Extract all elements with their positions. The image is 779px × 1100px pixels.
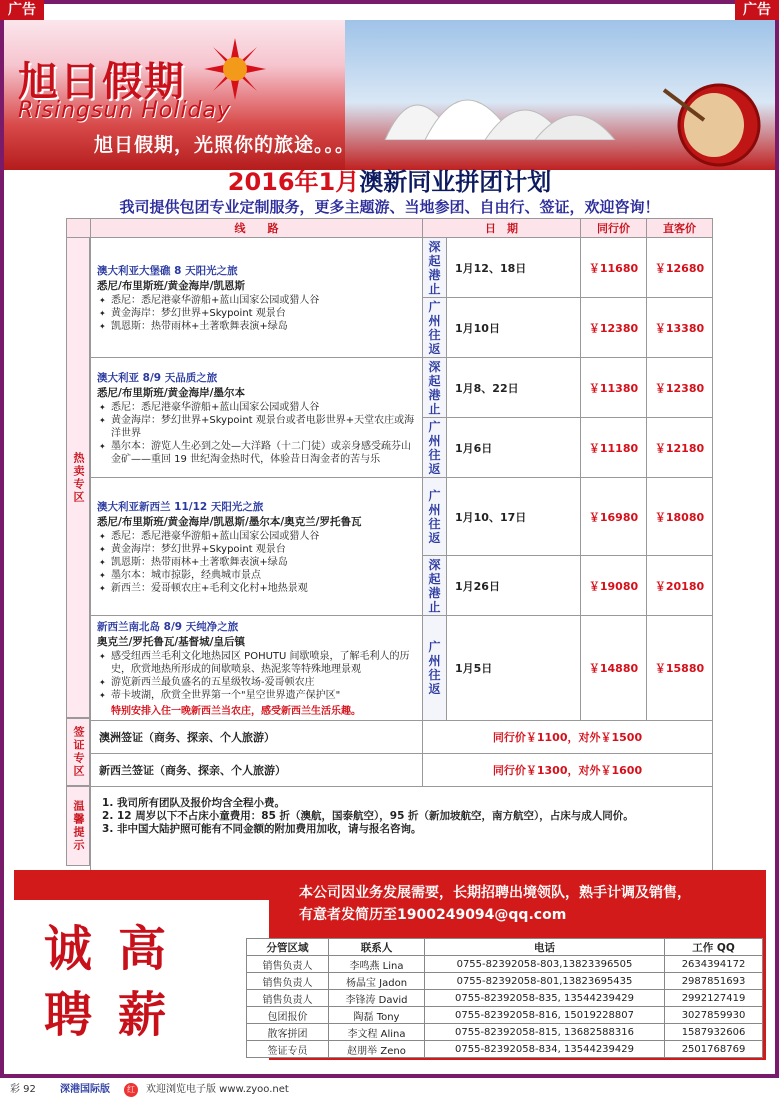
departure-date: 1月26日 xyxy=(447,556,581,616)
direct-price: ￥12180 xyxy=(647,418,713,478)
drum-icon xyxy=(659,80,769,170)
brand-name-en: Risingsun Holiday xyxy=(18,98,231,123)
recruit-message: 本公司因业务发展需要，长期招聘出境领队，熟手计调及销售， 有意者发简历至1900249094@qq.com xyxy=(299,882,759,926)
departure-city: 深起港止 xyxy=(423,358,447,418)
departure-date: 1月10、17日 xyxy=(447,478,581,556)
departure-city: 深起港止 xyxy=(423,238,447,298)
table-row xyxy=(67,238,713,298)
edition-label: 深港国际版 xyxy=(60,1084,110,1095)
direct-price: ￥13380 xyxy=(647,298,713,358)
route-card: 澳大利亚大堡礁 8 天阳光之旅 悉尼/布里斯班/黄金海岸/凯恩斯 ✦ 悉尼：悉尼港豪华游船+蓝山国家公园或猎人谷 ✦ 黄金海岸：梦幻世界+Skypoint 观景台 ✦ 凯恩斯：热带雨林+土著歌舞表演+绿岛 xyxy=(91,238,423,358)
header-route: 线 路 xyxy=(91,219,423,238)
peer-price: ￥11180 xyxy=(581,418,647,478)
note-item: 2. 12 周岁以下不占床小童费用：85 折（澳航，国泰航空），95 折（新加坡航空，南方航空），占床与成人同价。 xyxy=(117,810,704,823)
contacts-table xyxy=(246,938,763,1058)
visa-name: 澳洲签证（商务、探亲、个人旅游） xyxy=(91,721,423,754)
direct-price: ￥15880 xyxy=(647,616,713,721)
table-row: 签证专员 赵朋举 Zeno 0755-82392058-834, 13544239429 2501768769 xyxy=(247,1041,763,1058)
side-label-hot: 热卖专区 xyxy=(66,237,90,718)
recruit-email[interactable]: 有意者发简历至1900249094@qq.com xyxy=(299,907,567,923)
route-card: 澳大利亚新西兰 11/12 天阳光之旅 悉尼/布里斯班/黄金海岸/凯恩斯/墨尔本/奥克兰/罗托鲁瓦 ✦ 悉尼：悉尼港豪华游船+蓝山国家公园或猎人谷 ✦ 黄金海岸：梦幻世界+Skypoint 观景台 ✦ 凯恩斯：热带雨林+土著歌舞表演+绿岛 ✦ 墨尔本：城市掠影，经典城市景点 ✦ 新西兰：爱哥顿农庄+毛利文化村+地热景观 xyxy=(91,478,423,616)
peer-price: ￥11380 xyxy=(581,358,647,418)
note-item: 3. 非中国大陆护照可能有不同金额的附加费用加收，请与报名咨询。 xyxy=(117,823,704,836)
table-header-row xyxy=(67,219,713,238)
website-link[interactable]: 欢迎浏览电子版 www.zyoo.net xyxy=(146,1084,289,1095)
table-row: 销售负责人 杨晶宝 Jadon 0755-82392058-801,13823695435 2987851693 xyxy=(247,973,763,990)
visa-price: 同行价￥1300，对外￥1600 xyxy=(423,754,713,787)
visa-price: 同行价￥1100，对外￥1500 xyxy=(423,721,713,754)
peer-price: ￥16980 xyxy=(581,478,647,556)
visa-row xyxy=(67,754,713,787)
page-number: 彩 92 xyxy=(10,1084,36,1095)
peer-price: ￥11680 xyxy=(581,238,647,298)
header-banner xyxy=(4,20,775,170)
visa-name: 新西兰签证（商务、探亲、个人旅游） xyxy=(91,754,423,787)
page-footer xyxy=(0,1080,779,1100)
intro-text: 我司提供包团专业定制服务，更多主题游、当地参团、自由行、签证，欢迎咨询！ xyxy=(119,198,660,216)
visa-row xyxy=(67,721,713,754)
contacts-header-row: 分管区域 联系人 电话 工作 QQ xyxy=(247,939,763,956)
brand-name-cn: 旭日假期 xyxy=(18,58,186,105)
route-card: 澳大利亚 8/9 天品质之旅 悉尼/布里斯班/黄金海岸/墨尔本 ✦ 悉尼：悉尼港豪华游船+蓝山国家公园或猎人谷 ✦ 黄金海岸：梦幻世界+Skypoint 观景台或者电影世界+天堂农庄或海洋世界 ✦ 墨尔本：游览人生必到之处—大洋路（十二门徒）或亲身感受疏芬山金矿——重回 19 世纪淘金热时代，体验昔日淘金者的苦与乐 xyxy=(91,358,423,478)
departure-date: 1月6日 xyxy=(447,418,581,478)
table-row xyxy=(67,358,713,418)
route-card: 新西兰南北岛 8/9 天纯净之旅 奥克兰/罗托鲁瓦/基督城/皇后镇 ✦ 感受纽西兰毛利文化地热园区 POHUTU 间歇喷泉，了解毛利人的历史，欣赏地热所形成的间歇喷泉、热泥浆等特殊地理景观 ✦ 游览新西兰最负盛名的五星级牧场-爱哥顿农庄 ✦ 蒂卡坡湖，欣赏全世界第一个"星空世界遗产保护区" 特别安排入住一晚新西兰当农庄，感受新西兰生活乐趣。 xyxy=(91,616,423,721)
recruit-char: 高 xyxy=(117,921,166,977)
side-label-tips: 温馨提示 xyxy=(66,786,90,866)
departure-date: 1月8、22日 xyxy=(447,358,581,418)
note-item: 1. 我司所有团队及报价均含全程小费。 xyxy=(117,797,704,810)
slogan: 旭日假期，光照你的旅途。。。 xyxy=(94,134,356,156)
table-row: 销售负责人 李鸣燕 Lina 0755-82392058-803,13823396505 2634394172 xyxy=(247,956,763,973)
title-month: 2016年1月 xyxy=(227,168,360,196)
ad-tag-right: 广告 xyxy=(735,0,779,20)
recruit-char: 聘 xyxy=(43,987,92,1043)
header-peer-price: 同行价 xyxy=(581,219,647,238)
departure-city: 广州往返 xyxy=(423,616,447,721)
header-direct-price: 直客价 xyxy=(647,219,713,238)
table-row: 包团报价 陶磊 Tony 0755-82392058-816, 15019228807 3027859930 xyxy=(247,1007,763,1024)
recruit-char: 薪 xyxy=(117,987,166,1043)
departure-date: 1月10日 xyxy=(447,298,581,358)
departure-city: 广州往返 xyxy=(423,418,447,478)
red-badge-icon: 红 xyxy=(124,1083,138,1097)
peer-price: ￥19080 xyxy=(581,556,647,616)
header-date: 日 期 xyxy=(423,219,581,238)
table-row: 销售负责人 李锋涛 David 0755-82392058-835, 13544239429 2992127419 xyxy=(247,990,763,1007)
direct-price: ￥12380 xyxy=(647,358,713,418)
side-label-visa: 签证专区 xyxy=(66,718,90,786)
table-row: 散客拼团 李文程 Alina 0755-82392058-815, 13682588316 1587932606 xyxy=(247,1024,763,1041)
departure-city: 广州往返 xyxy=(423,298,447,358)
recruit-char: 诚 xyxy=(43,921,92,977)
direct-price: ￥18080 xyxy=(647,478,713,556)
opera-house-photo xyxy=(345,20,775,170)
departure-city: 深起港止 xyxy=(423,556,447,616)
departure-city: 广州往返 xyxy=(423,478,447,556)
peer-price: ￥12380 xyxy=(581,298,647,358)
title-text: 澳新同业拼团计划 xyxy=(359,168,552,196)
page-title xyxy=(0,162,779,197)
table-row xyxy=(67,478,713,556)
table-row xyxy=(67,616,713,721)
direct-price: ￥12680 xyxy=(647,238,713,298)
direct-price: ￥20180 xyxy=(647,556,713,616)
departure-date: 1月12、18日 xyxy=(447,238,581,298)
itinerary-table xyxy=(66,218,713,896)
departure-date: 1月5日 xyxy=(447,616,581,721)
ad-tag-left: 广告 xyxy=(0,0,44,20)
route-highlight: 特别安排入住一晚新西兰当农庄，感受新西兰生活乐趣。 xyxy=(111,706,361,717)
peer-price: ￥14880 xyxy=(581,616,647,721)
sun-logo-icon xyxy=(204,38,266,100)
opera-house-icon xyxy=(375,60,655,140)
